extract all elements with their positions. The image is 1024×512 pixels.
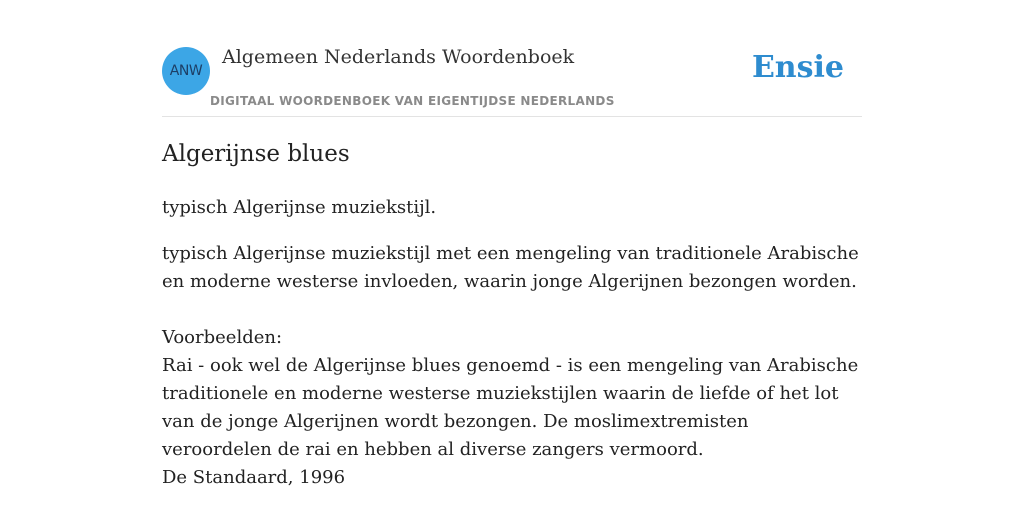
entry-headword: Algerijnse blues [162, 141, 350, 167]
example-source: De Standaard, 1996 [162, 467, 346, 488]
logo-text: ANW [169, 63, 203, 79]
short-definition: typisch Algerijnse muziekstijl. [162, 197, 437, 218]
long-definition: typisch Algerijnse muziekstijl met een mengeling van traditionele Arabische en moderne westerse invloeden, waarin jonge Algerijnen bezongen worden. [162, 243, 859, 292]
example-text: Rai - ook wel de Algerijnse blues genoemd - is een mengeling van Arabische traditionele en moderne westerse muziekstijlen waarin de liefde of het lot van de jonge Algerijnen wordt bezongen. De moslimextremisten veroordelen de rai en hebben al diverse zangers vermoord. [162, 355, 859, 460]
long-definition-block [162, 240, 862, 492]
anw-logo-icon[interactable] [162, 47, 210, 95]
spacer [162, 296, 862, 324]
ensie-brand-logo[interactable]: Ensie [751, 50, 844, 85]
site-title[interactable]: Algemeen Nederlands Woordenboek [222, 46, 575, 68]
site-header [162, 44, 862, 117]
entry-content [162, 136, 862, 492]
site-subtitle: DIGITAAL WOORDENBOEK VAN EIGENTIJDSE NEDERLANDS [210, 94, 615, 108]
examples-label: Voorbeelden: [162, 327, 283, 348]
